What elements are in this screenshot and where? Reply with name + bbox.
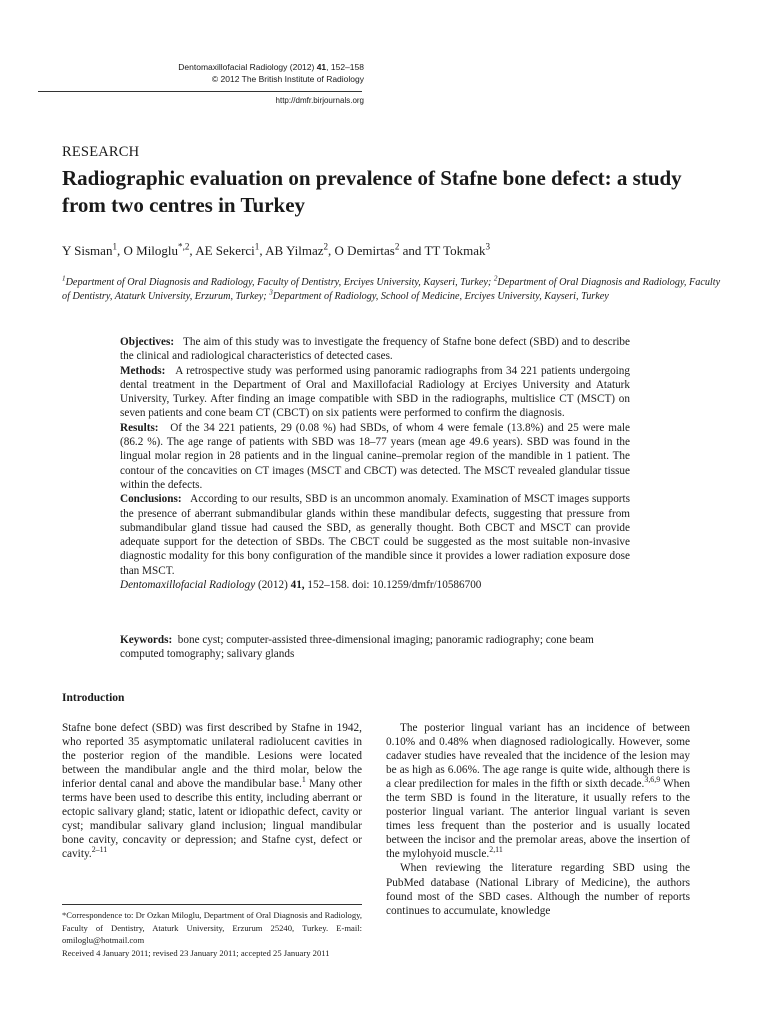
journal-name: Dentomaxillofacial Radiology (2012) [178,62,317,72]
author [424,243,490,258]
author [265,243,334,258]
affiliations [62,276,722,303]
author-name: AE Sekerci [195,243,255,258]
body-paragraph: When reviewing the literature regarding SBD using the PubMed database (National Library of Medicine), the authors found most of the SBD cases. Although the number of reports continues to accumulate, knowledge [386,862,690,917]
author-affiliation-marker: 3 [485,241,491,252]
body-text: Stafne bone defect (SBD) was first described by Stafne in 1942, who reported 35 asymptomatic unilateral radiolucent cavities in the posterior region of the mandible. Lesions were located between the mandibular angle and the third molar, below the inferior dental canal and above the mandibular base. [62,722,362,791]
author-affiliation-marker: 1 [112,241,117,252]
abstract-objectives [120,335,630,364]
correspondence-note: *Correspondence to: Dr Ozkan Miloglu, Department of Oral Diagnosis and Radiology, Faculty of Dentistry, Ataturk University, Erzurum 25240, Turkey. E-mail: omiloglu@hotmail.com [62,910,362,946]
abstract-text: Of the 34 221 patients, 29 (0.08 %) had SBDs, of whom 4 were female (13.8%) and 25 were male (86.2 %). The age range of patients with SBD was 18–77 years (mean age 49.6 years). SBD was found in the lingual molar region in 28 patients and in the lingual canine–premolar region of the mandible in 1 patient. The contour of the concavities on CT images (MSCT and CBCT) was detected. The MSCT revealed glandular tissue within the defects. [120,421,630,491]
journal-citation [120,62,364,74]
keywords-label: Keywords: [120,634,173,646]
body-paragraph [386,721,690,861]
author [124,243,196,258]
author-affiliation-marker: *,2 [178,241,190,252]
journal-header [120,62,364,85]
author-separator: , [259,243,266,258]
author-affiliation-marker: 1 [254,241,260,252]
author-name: O Demirtas [334,243,395,258]
author-name: TT Tokmak [424,243,486,258]
abstract-label: Conclusions: [120,493,182,506]
reference-marker[interactable]: 2,11 [489,845,503,855]
author-separator: and [399,243,425,258]
author [195,243,265,258]
keywords [120,633,640,662]
affiliation-marker: 2 [493,274,498,283]
abstract-text: A retrospective study was performed using panoramic radiographs from 34 221 patients undergoing dental treatment in the Department of Oral and Maxillofacial Radiology at Erciyes University and Ataturk University, Turkey. After finding an image compatible with SBD in the radiographs, multislice CT (MSCT) on seven patients and cone beam CT (CBCT) on six patients were performed to confirm the diagnosis. [120,364,630,420]
abstract-label: Objectives: [120,336,175,348]
abstract-methods [120,364,630,421]
affiliation-marker: 1 [62,274,66,283]
body-text: The posterior lingual variant has an incidence of between 0.10% and 0.48% when diagnosed radiologically. However, some cadaver studies have revealed that the incidence of the lesion may be as high as 6.06%. The age range is quite wide, although there is a clear predilection for males in the fifth or sixth decade. [386,722,690,791]
article-title: Radiographic evaluation on prevalence of Stafne bone defect: a study from two centres in Turkey [62,166,682,217]
abstract-label: Methods: [120,364,166,377]
citation-year: (2012) [255,579,291,592]
reference-marker[interactable]: 1 [301,775,306,785]
author-separator: , [328,243,335,258]
keywords-text: bone cyst; computer-assisted three-dimensional imaging; panoramic radiography; cone beam computed tomography; salivary glands [120,634,594,661]
abstract-results [120,421,630,492]
affiliation: Department of Oral Diagnosis and Radiology, Faculty of Dentistry, Ataturk University, Erzurum, Turkey; [62,277,721,302]
affiliation: Department of Oral Diagnosis and Radiology, Faculty of Dentistry, Erciyes University, Kayseri, Turkey; [65,277,494,288]
author-affiliation-marker: 2 [323,241,329,252]
body-column-right [386,721,690,918]
section-label: RESEARCH [62,144,140,160]
abstract-text: The aim of this study was to investigate the frequency of Stafne bone defect (SBD) and to describe the clinical and radiological characteristics of detected cases. [120,336,630,363]
citation-doi[interactable]: 152–158. doi: 10.1259/dmfr/10586700 [304,579,482,592]
author-name: AB Yilmaz [265,243,324,258]
footnote [62,909,362,959]
abstract-text: According to our results, SBD is an uncommon anomaly. Examination of MSCT images supports the presence of aberrant submandibular glands within these mandibular defects, suggesting that pressure from submandibular gland tissue had caused the SBD, as generally thought. Both CBCT and MSCT can provide adequate support for the detection of SBDs. The CBCT could be suggested as the most suitable non-invasive diagnostic modality for this bony configuration of the mandible since it provides a lower radiation exposure dose than MSCT. [120,493,630,577]
reference-marker[interactable]: 3,6,9 [644,775,661,785]
author-name: O Miloglu [123,243,179,258]
author-separator: , [117,243,124,258]
author [62,243,124,258]
journal-copyright: © 2012 The British Institute of Radiology [211,73,364,84]
body-text: Many other terms have been used to describe this entity, including aberrant or ectopic salivary gland; static, latent or idiopathic defect, cavity or cyst; mandibular salivary gland inclusion; lingual mandibular bone cavity, concavity or depression; and Stafne cyst, defect or cavity. [62,778,363,861]
journal-pages: , 152–158 [326,62,364,72]
abstract-citation [120,578,630,592]
abstract-label: Results: [120,421,159,434]
body-column-left [62,721,362,861]
author-list [62,243,722,259]
author-separator: , [189,243,196,258]
citation-journal: Dentomaxillofacial Radiology [120,579,256,592]
author [335,243,425,258]
header-divider [38,91,362,92]
received-dates: Received 4 January 2011; revised 23 January 2011; accepted 25 January 2011 [62,947,330,958]
abstract-conclusions [120,492,630,578]
section-heading-introduction: Introduction [62,692,125,704]
reference-marker[interactable]: 2–11 [91,845,108,855]
citation-volume: 41, [290,579,305,592]
affiliation: Department of Radiology, School of Medicine, Erciyes University, Kayseri, Turkey [272,290,609,302]
body-text: When the term SBD is found in the literature, it usually refers to the posterior lingual variant. The anterior lingual variant is seven times less frequent than the posterior and is usually located between the incisor and the premolar areas, above the insertion of the mylohyoid muscle. [386,778,690,861]
author-affiliation-marker: 2 [394,241,400,252]
abstract [120,335,630,592]
journal-url[interactable]: http://dmfr.birjournals.org [275,96,364,105]
footnote-divider [62,904,362,905]
author-name: Y Sisman [62,243,113,258]
journal-volume: 41 [316,62,327,72]
affiliation-marker: 3 [269,288,273,297]
body-paragraph [62,721,362,861]
